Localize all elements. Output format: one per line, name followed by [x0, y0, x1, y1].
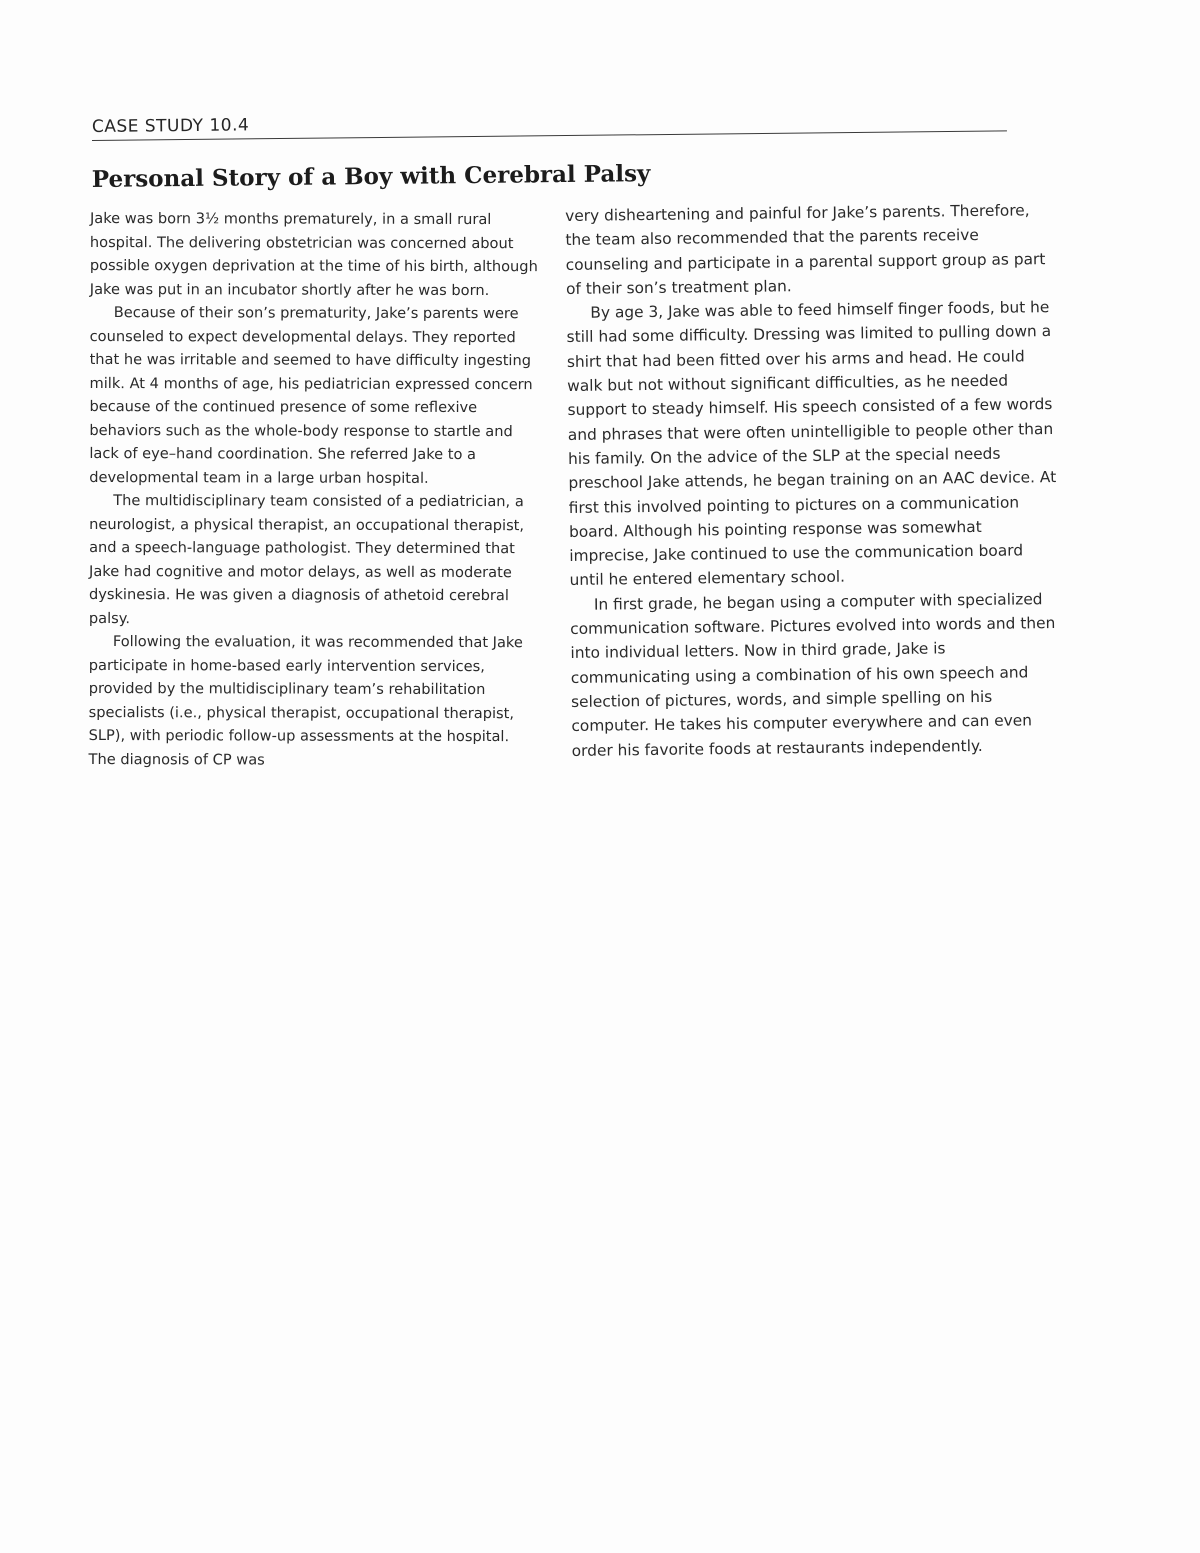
page-title: Personal Story of a Boy with Cerebral Palsy	[91, 160, 651, 193]
left-column	[89, 207, 540, 772]
paragraph: In first grade, he began using a computer with specialized communication software. Pictures evolved into words and then into individual letters. Now in third grade, Jake is communicating using a combination of his own speech and selection of pictures, words, and simple spelling on his computer. He takes his computer everywhere and can even order his favorite foods at restaurants independently.	[570, 589, 1056, 760]
paragraph: The multidisciplinary team consisted of a pediatrician, a neurologist, a physical therapist, an occupational therapist, and a speech-language pathologist. They determined that Jake had cognitive and motor delays, as well as moderate dyskinesia. He was given a diagnosis of athetoid cerebral palsy.	[88, 492, 525, 627]
paragraph: By age 3, Jake was able to feed himself finger foods, but he still had some difficulty. Dressing was limited to pulling down a shirt that had been fitted over his arms and head. He could walk but not without significant difficulties, as he needed support to steady himself. His speech consisted of a few words and phrases that were often unintelligible to people other than his family. On the advice of the SLP at the special needs preschool Jake attends, he began training on an AAC device. At first this involved pointing to pictures on a communication board. Although his pointing response was somewhat imprecise, Jake continued to use the communication board until he entered elementary school.	[566, 298, 1057, 590]
paragraph: Following the evaluation, it was recommended that Jake participate in home-based early intervention services, provided by the multidisciplinary team’s rehabilitation specialists (i.e., physical therapist, occupational therapist, SLP), with periodic follow-up assessments at the hospital. The diagnosis of CP was	[88, 633, 523, 768]
case-study-label: CASE STUDY 10.4	[91, 115, 250, 137]
paragraph: Jake was born 3½ months prematurely, in a small rural hospital. The delivering obstetrician was concerned about possible oxygen deprivation at the time of his birth, although Jake was put in an incubator shortly after he was born.	[89, 209, 538, 299]
right-column	[565, 198, 1064, 763]
paragraph: very disheartening and painful for Jake’s parents. Therefore, the team also recommended that the parents receive counseling and participate in a parental support group as part of their son’s treatment plan.	[565, 201, 1046, 298]
paragraph: Because of their son’s prematurity, Jake’s parents were counseled to expect developmental delays. They reported that he was irritable and seemed to have difficulty ingesting milk. At 4 months of age, his pediatrician expressed concern because of the continued presence of some reflexive behaviors such as the whole-body response to startle and lack of eye–hand coordination. She referred Jake to a developmental team in a large urban hospital.	[89, 304, 533, 487]
